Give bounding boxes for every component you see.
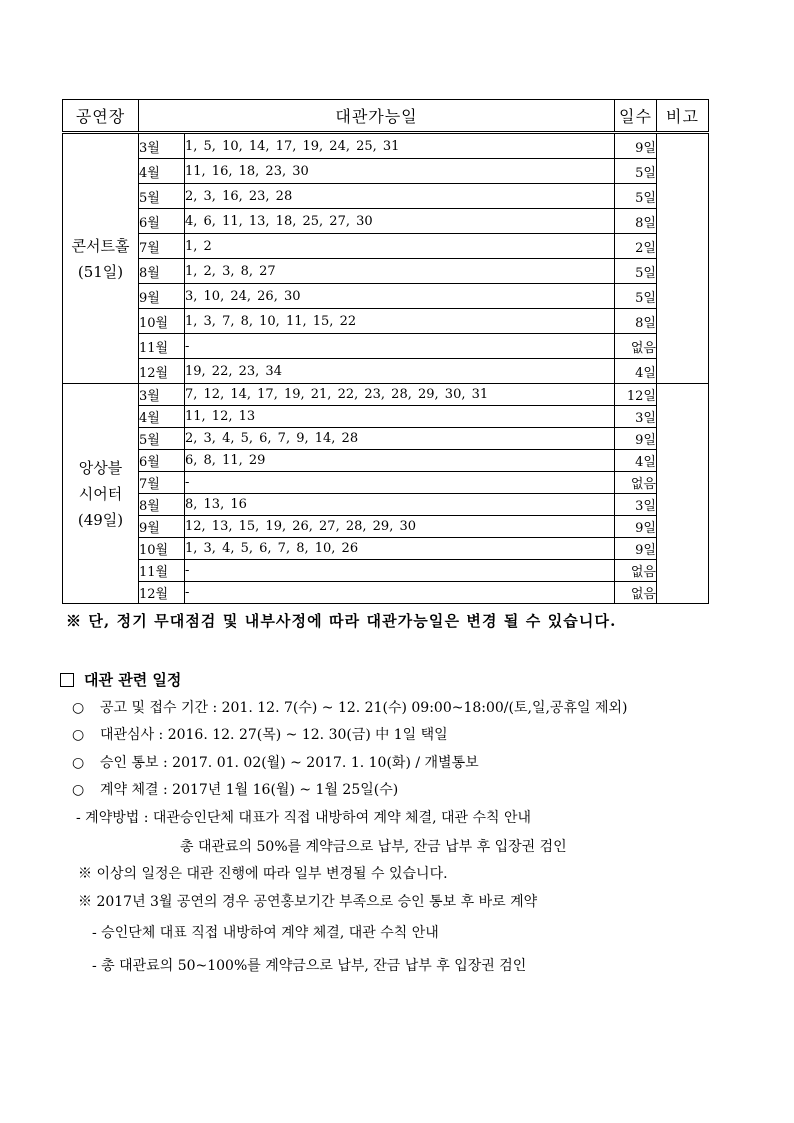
days-count-cell: 8일 [615, 209, 657, 234]
dates-cell: 1, 3, 7, 8, 10, 11, 15, 22 [185, 309, 615, 334]
month-cell: 11월 [139, 560, 185, 582]
schedule-item [72, 697, 627, 717]
dates-cell: 6, 8, 11, 29 [185, 450, 615, 472]
venue-name-line: 앙상블 [78, 458, 123, 477]
schedule-note-1: ※ 이상의 일정은 대관 진행에 따라 일부 변경될 수 있습니다. [78, 866, 448, 882]
dates-cell: - [185, 472, 615, 494]
days-count-cell: 없음 [615, 560, 657, 582]
dates-cell: - [185, 582, 615, 604]
dates-cell: - [185, 334, 615, 359]
dates-cell: 1, 5, 10, 14, 17, 19, 24, 25, 31 [185, 133, 615, 159]
section-title [60, 669, 181, 690]
month-cell: 4월 [139, 159, 185, 184]
circle-bullet-icon: ○ [72, 782, 85, 798]
month-cell: 8월 [139, 494, 185, 516]
table-row [63, 538, 709, 560]
dates-cell: 11, 16, 18, 23, 30 [185, 159, 615, 184]
month-cell: 6월 [139, 450, 185, 472]
schedule-note-2: ※ 2017년 3월 공연의 경우 공연홍보기간 부족으로 승인 통보 후 바로 계약 [78, 894, 538, 910]
notice-text: ※ 단, 정기 무대점검 및 내부사정에 따라 대관가능일은 변경 될 수 있습니다. [66, 612, 617, 630]
month-cell: 3월 [139, 384, 185, 406]
table-row [63, 406, 709, 428]
dates-cell: - [185, 560, 615, 582]
month-cell: 7월 [139, 472, 185, 494]
days-count-cell: 3일 [615, 494, 657, 516]
note-cell [657, 384, 709, 604]
table-row [63, 494, 709, 516]
header-venue: 공연장 [63, 100, 139, 133]
days-count-cell: 5일 [615, 284, 657, 309]
days-count-cell: 없음 [615, 334, 657, 359]
month-cell: 6월 [139, 209, 185, 234]
schedule-item-text: 공고 및 접수 기간 : 201. 12. 7(수) ~ 12. 21(수) 09:00~18:00/(토,일,공휴일 제외) [100, 700, 628, 716]
table-row [63, 516, 709, 538]
table-row [63, 450, 709, 472]
venue-availability-table [62, 99, 709, 604]
days-count-cell: 3일 [615, 406, 657, 428]
contract-method-line-1: - 계약방법 : 대관승인단체 대표가 직접 내방하여 계약 체결, 대관 수칙 안내 [76, 810, 532, 826]
table-row [63, 159, 709, 184]
schedule-sub-1: - 승인단체 대표 직접 내방하여 계약 체결, 대관 수칙 안내 [92, 925, 439, 941]
schedule-item-text: 계약 체결 : 2017년 1월 16(월) ~ 1월 25일(수) [100, 782, 399, 798]
schedule-item-text: 대관심사 : 2016. 12. 27(목) ~ 12. 30(금) 中 1일 택일 [100, 727, 448, 743]
days-count-cell: 5일 [615, 259, 657, 284]
days-count-cell: 5일 [615, 184, 657, 209]
days-count-cell: 9일 [615, 516, 657, 538]
schedule-item [72, 752, 479, 772]
month-cell: 10월 [139, 309, 185, 334]
table-row [63, 234, 709, 259]
table-row [63, 334, 709, 359]
table-header-row [63, 100, 709, 133]
dates-cell: 8, 13, 16 [185, 494, 615, 516]
days-count-cell: 2일 [615, 234, 657, 259]
table-row [63, 184, 709, 209]
days-count-cell: 4일 [615, 450, 657, 472]
contract-method-line-2: 총 대관료의 50%를 계약금으로 납부, 잔금 납부 후 입장권 검인 [180, 839, 567, 855]
dates-cell: 1, 2 [185, 234, 615, 259]
month-cell: 12월 [139, 582, 185, 604]
table-row [63, 560, 709, 582]
schedule-item [72, 724, 448, 744]
dates-cell: 7, 12, 14, 17, 19, 21, 22, 23, 28, 29, 30, 31 [185, 384, 615, 406]
venue-cell [63, 384, 139, 604]
days-count-cell: 9일 [615, 428, 657, 450]
dates-cell: 1, 2, 3, 8, 27 [185, 259, 615, 284]
days-count-cell: 9일 [615, 133, 657, 159]
venue-name-line: (51일) [77, 262, 124, 281]
concert-hall-group [63, 133, 709, 384]
table-row [63, 582, 709, 604]
schedule-item [72, 779, 398, 799]
venue-name-line: 콘서트홀 [71, 236, 130, 255]
table-row [63, 284, 709, 309]
month-cell: 7월 [139, 234, 185, 259]
header-note: 비고 [657, 100, 709, 133]
days-count-cell: 12일 [615, 384, 657, 406]
venue-name-line: 시어터 [78, 484, 123, 503]
table-row [63, 384, 709, 406]
header-available-dates: 대관가능일 [139, 100, 615, 133]
header-days: 일수 [615, 100, 657, 133]
schedule-sub-2: - 총 대관료의 50~100%를 계약금으로 납부, 잔금 납부 후 입장권 검인 [92, 958, 527, 974]
dates-cell: 2, 3, 16, 23, 28 [185, 184, 615, 209]
venue-cell [63, 133, 139, 384]
days-count-cell: 없음 [615, 582, 657, 604]
month-cell: 3월 [139, 133, 185, 159]
month-cell: 12월 [139, 359, 185, 384]
month-cell: 9월 [139, 284, 185, 309]
days-count-cell: 없음 [615, 472, 657, 494]
circle-bullet-icon: ○ [72, 727, 85, 743]
days-count-cell: 9일 [615, 538, 657, 560]
circle-bullet-icon: ○ [72, 755, 85, 771]
checkbox-icon [60, 673, 74, 687]
circle-bullet-icon: ○ [72, 700, 85, 716]
dates-cell: 1, 3, 4, 5, 6, 7, 8, 10, 26 [185, 538, 615, 560]
month-cell: 9월 [139, 516, 185, 538]
table-row [63, 133, 709, 159]
month-cell: 5월 [139, 428, 185, 450]
month-cell: 11월 [139, 334, 185, 359]
table-row [63, 428, 709, 450]
table-row [63, 309, 709, 334]
table-row [63, 209, 709, 234]
section-title-label: 대관 관련 일정 [84, 671, 182, 689]
schedule-item-text: 승인 통보 : 2017. 01. 02(월) ~ 2017. 1. 10(화) / 개별통보 [100, 755, 479, 771]
month-cell: 10월 [139, 538, 185, 560]
days-count-cell: 8일 [615, 309, 657, 334]
dates-cell: 2, 3, 4, 5, 6, 7, 9, 14, 28 [185, 428, 615, 450]
table-row [63, 259, 709, 284]
dates-cell: 3, 10, 24, 26, 30 [185, 284, 615, 309]
dates-cell: 11, 12, 13 [185, 406, 615, 428]
venue-name-line: (49일) [77, 510, 124, 529]
days-count-cell: 5일 [615, 159, 657, 184]
note-cell [657, 133, 709, 384]
month-cell: 8월 [139, 259, 185, 284]
ensemble-theater-group [63, 384, 709, 604]
table-row [63, 472, 709, 494]
month-cell: 4월 [139, 406, 185, 428]
table-row [63, 359, 709, 384]
days-count-cell: 4일 [615, 359, 657, 384]
month-cell: 5월 [139, 184, 185, 209]
dates-cell: 12, 13, 15, 19, 26, 27, 28, 29, 30 [185, 516, 615, 538]
dates-cell: 4, 6, 11, 13, 18, 25, 27, 30 [185, 209, 615, 234]
dates-cell: 19, 22, 23, 34 [185, 359, 615, 384]
